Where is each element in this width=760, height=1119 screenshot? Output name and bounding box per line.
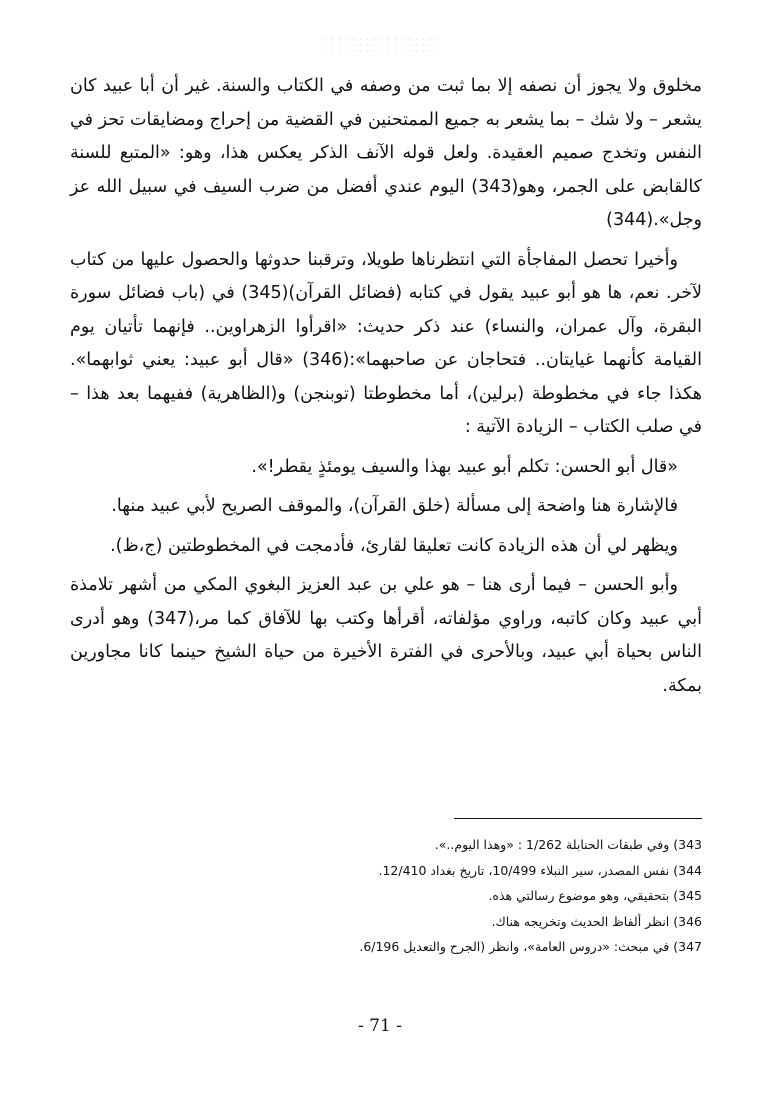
main-text: [70, 70, 702, 703]
footnote-345: 345) بتحقيقي، وهو موضوع رسالتي هذه.: [488, 888, 702, 903]
paragraph-2: وأخيرا تحصل المفاجأة التي انتظرناها طويلا، وترقبنا حدوثها والحصول عليها من كتاب لآخر. نعم، ها هو أبو عبيد يقول في كتابه (فضائل القرآن)(345) في (باب فضائل سورة البقرة، وآل عمران، والنساء) عند ذكر حديث: «اقرأوا الزهراوين.. فإنهما تأتيان يوم القيامة كأنهما غيايتان.. فتحاجان عن صاحبهما»:(346) «قال أبو عبيد: يعني ثوابهما». هكذا جاء في مخطوطة (برلين)، أما مخطوطتا (توبنجن) و(الظاهرية) ففيهما بعد هذا – في صلب الكتاب – الزيادة الآتية :: [70, 249, 703, 437]
footnote-divider: [454, 818, 702, 819]
paragraph-4: فالإشارة هنا واضحة إلى مسألة (خلق القرآن)، والموقف الصريح لأبي عبيد منها.: [111, 496, 678, 516]
paragraph-1: مخلوق ولا يجوز أن نصفه إلا بما ثبت من وصفه في الكتاب والسنة. غير أن أبا عبيد كان يشعر – ولا شك – بما يشعر به جميع الممتحنين في القضية من إحراج ومضايقات تحز في النفس وتخدج صميم العقيدة. ولعل قوله الآنف الذكر يعكس هذا، وهو: «المتبع للسنة كالقابض على الجمر، وهو(343) اليوم عندي أفضل من ضرب السيف في سبيل الله عز وجل».(344): [70, 76, 702, 230]
footnotes: [82, 832, 702, 960]
quote-paragraph: «قال أبو الحسن: تكلم أبو عبيد بهذا والسيف يومئذٍ يقطر!».: [251, 456, 678, 477]
footnote-346: 346) انظر ألفاظ الحديث وتخريجه هناك.: [491, 913, 702, 929]
page-number: - 71 -: [358, 1016, 402, 1036]
paragraph-6: وأبو الحسن – فيما أرى هنا – هو علي بن عبد العزيز البغوي المكي من أشهر تلامذة أبي عبيد وكان كاتبه، وراوي مؤلفاته، أقرأها وكتب بها للآفاق كما مر،(347) وهو أدرى الناس بحياة أبي عبيد، وبالأحرى في الفترة الأخيرة من حياة الشيخ حينما كانا مجاورين بمكة.: [70, 575, 702, 696]
footnote-347: 347) في مبحث: «دروس العامة»، وانظر (الجرح والتعديل 6/196.: [359, 939, 702, 954]
footnote-343: 343) وفي طبقات الحنابلة 1/262 : «وهذا اليوم..».: [434, 837, 702, 852]
footnote-344: 344) نفس المصدر، سير النبلاء 10/499، تاريخ بغداد 12/410.: [378, 862, 702, 878]
scan-artifact: [322, 36, 442, 56]
paragraph-5: ويظهر لي أن هذه الزيادة كانت تعليقا لقارئ، فأدمجت في المخطوطتين (ج،ظ).: [110, 535, 678, 556]
